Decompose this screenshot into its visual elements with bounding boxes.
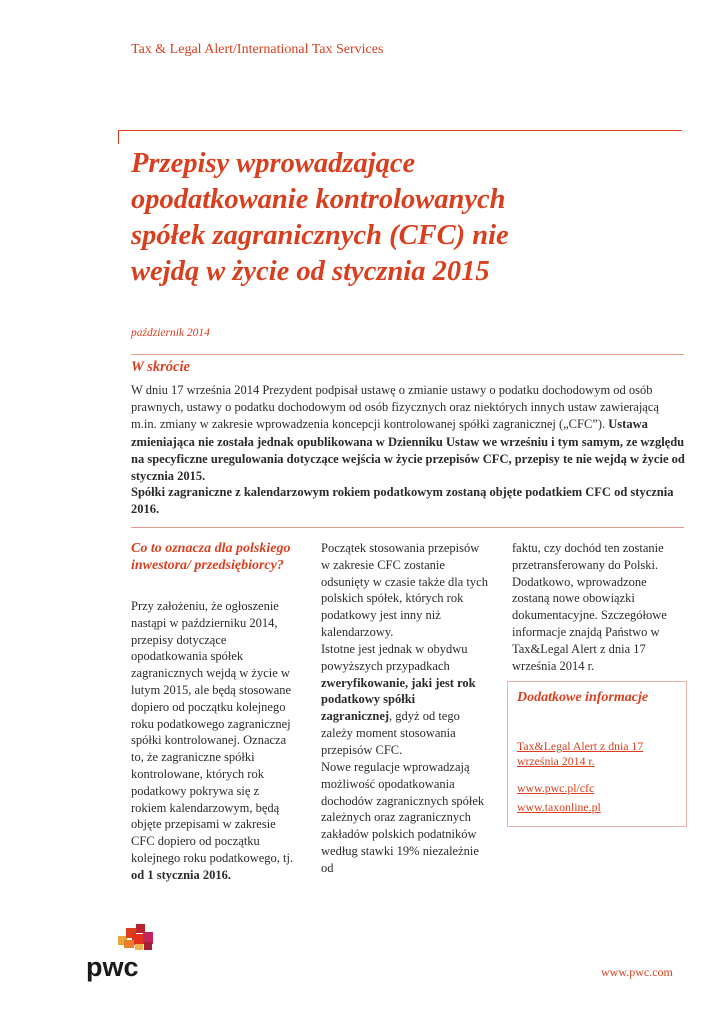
summary-conclusion: Spółki zagraniczne z kalendarzowym rokiem podatkowym zostaną objęte podatkiem CFC od stycznia 2016. xyxy=(131,485,674,517)
title-line-1: Przepisy wprowadzające xyxy=(131,148,416,179)
summary-paragraph xyxy=(131,382,686,485)
document-title xyxy=(131,146,671,290)
column2-text-a: Istotne jest jednak w obydwu powyższych przypadkach xyxy=(321,642,468,673)
taxonline-link[interactable]: www.taxonline.pl xyxy=(517,800,601,814)
title-line-4: wejdą w życie od stycznia 2015 xyxy=(131,256,490,287)
investor-text: Przy założeniu, że ogłoszenie nastąpi w październiku 2014, przepisy dotyczące opodatkowania spółek zagranicznych wejdą w życie w lutym 2015, ale będą stosowane dopiero od początku kolejnego roku podatkowego zagranicznej spółki kontrolowanej. Oznacza to, że zagraniczne spółki kontrolowane, których rok podatkowy pokrywa się z rokiem kalendarzowym, będą objęte przepisami w zakresie CFC dopiero od początku kolejnego roku podatkowego, tj. xyxy=(131,599,294,865)
pwc-logo xyxy=(84,922,164,988)
summary-text: W dniu 17 września 2014 Prezydent podpisał ustawę o zmianie ustawy o podatku dochodowym od osób prawnych, ustawy o podatku dochodowym od osób fizycznych oraz niektórych innych ustaw zawierającą m.in. zmiany w zakresie wprowadzenia koncepcji kontrolowanej spółki zagranicznej („CFC”). xyxy=(131,383,659,432)
column2-paragraph-3: Nowe regulacje wprowadzają możliwość opodatkowania dochodów zagranicznych spółek zależnych oraz zagranicznych zakładów polskich podatników według stawki 19% niezależnie od xyxy=(321,760,485,875)
investor-paragraph xyxy=(131,598,297,884)
additional-info-heading: Dodatkowe informacje xyxy=(517,690,649,705)
tax-legal-alert-link[interactable]: Tax&Legal Alert z dnia 17 września 2014 r. xyxy=(517,739,644,768)
column3-paragraph: faktu, czy dochód ten zostanie przetransferowany do Polski. Dodatkowo, wprowadzone zostaną nowe obowiązki dokumentacyjne. Szczegółowe informacje znajdą Państwo w Tax&Legal Alert z dnia 17 września 2014 r. xyxy=(512,541,667,673)
column2-emphasis: zweryfikowanie, jaki jest rok podatkowy spółki zagranicznej xyxy=(321,675,476,724)
publication-date: październik 2014 xyxy=(131,327,210,339)
document-series-header: Tax & Legal Alert/International Tax Services xyxy=(131,42,384,57)
column2-paragraph-1: Początek stosowania przepisów w zakresie CFC zostanie odsunięty w czasie także dla tych polskich spółek, których rok podatkowy jest inny niż kalendarzowy. xyxy=(321,541,488,639)
title-rule-corner xyxy=(118,130,119,144)
section-divider xyxy=(131,354,684,355)
summary-heading: W skrócie xyxy=(131,359,190,375)
footer-website[interactable]: www.pwc.com xyxy=(601,965,673,979)
pwc-logo-mark xyxy=(118,924,153,950)
section-divider-2 xyxy=(131,527,684,528)
pwc-cfc-link[interactable]: www.pwc.pl/cfc xyxy=(517,781,595,795)
title-line-3: spółek zagranicznych (CFC) nie xyxy=(131,220,509,251)
investor-date-emphasis: od 1 stycznia 2016. xyxy=(131,867,231,882)
title-rule xyxy=(118,130,682,131)
title-line-2: opodatkowanie kontrolowanych xyxy=(131,184,506,215)
pwc-wordmark: pwc xyxy=(86,952,139,982)
column2-text-b: , gdyż od tego zależy moment stosowania przepisów CFC. xyxy=(321,709,460,757)
summary-emphasis: Ustawa zmieniająca nie została jednak opublikowana w Dzienniku Ustaw we wrześniu i tym samym, ze względu na specyficzne uregulowania dotyczące wejścia w życie przepisów CFC, przepisy te nie wejdą w życie od stycznia 2015. xyxy=(131,417,685,484)
investor-heading: Co to oznacza dla polskiego inwestora/ przedsiębiorcy? xyxy=(131,541,291,573)
column2-paragraph-2 xyxy=(321,641,489,759)
